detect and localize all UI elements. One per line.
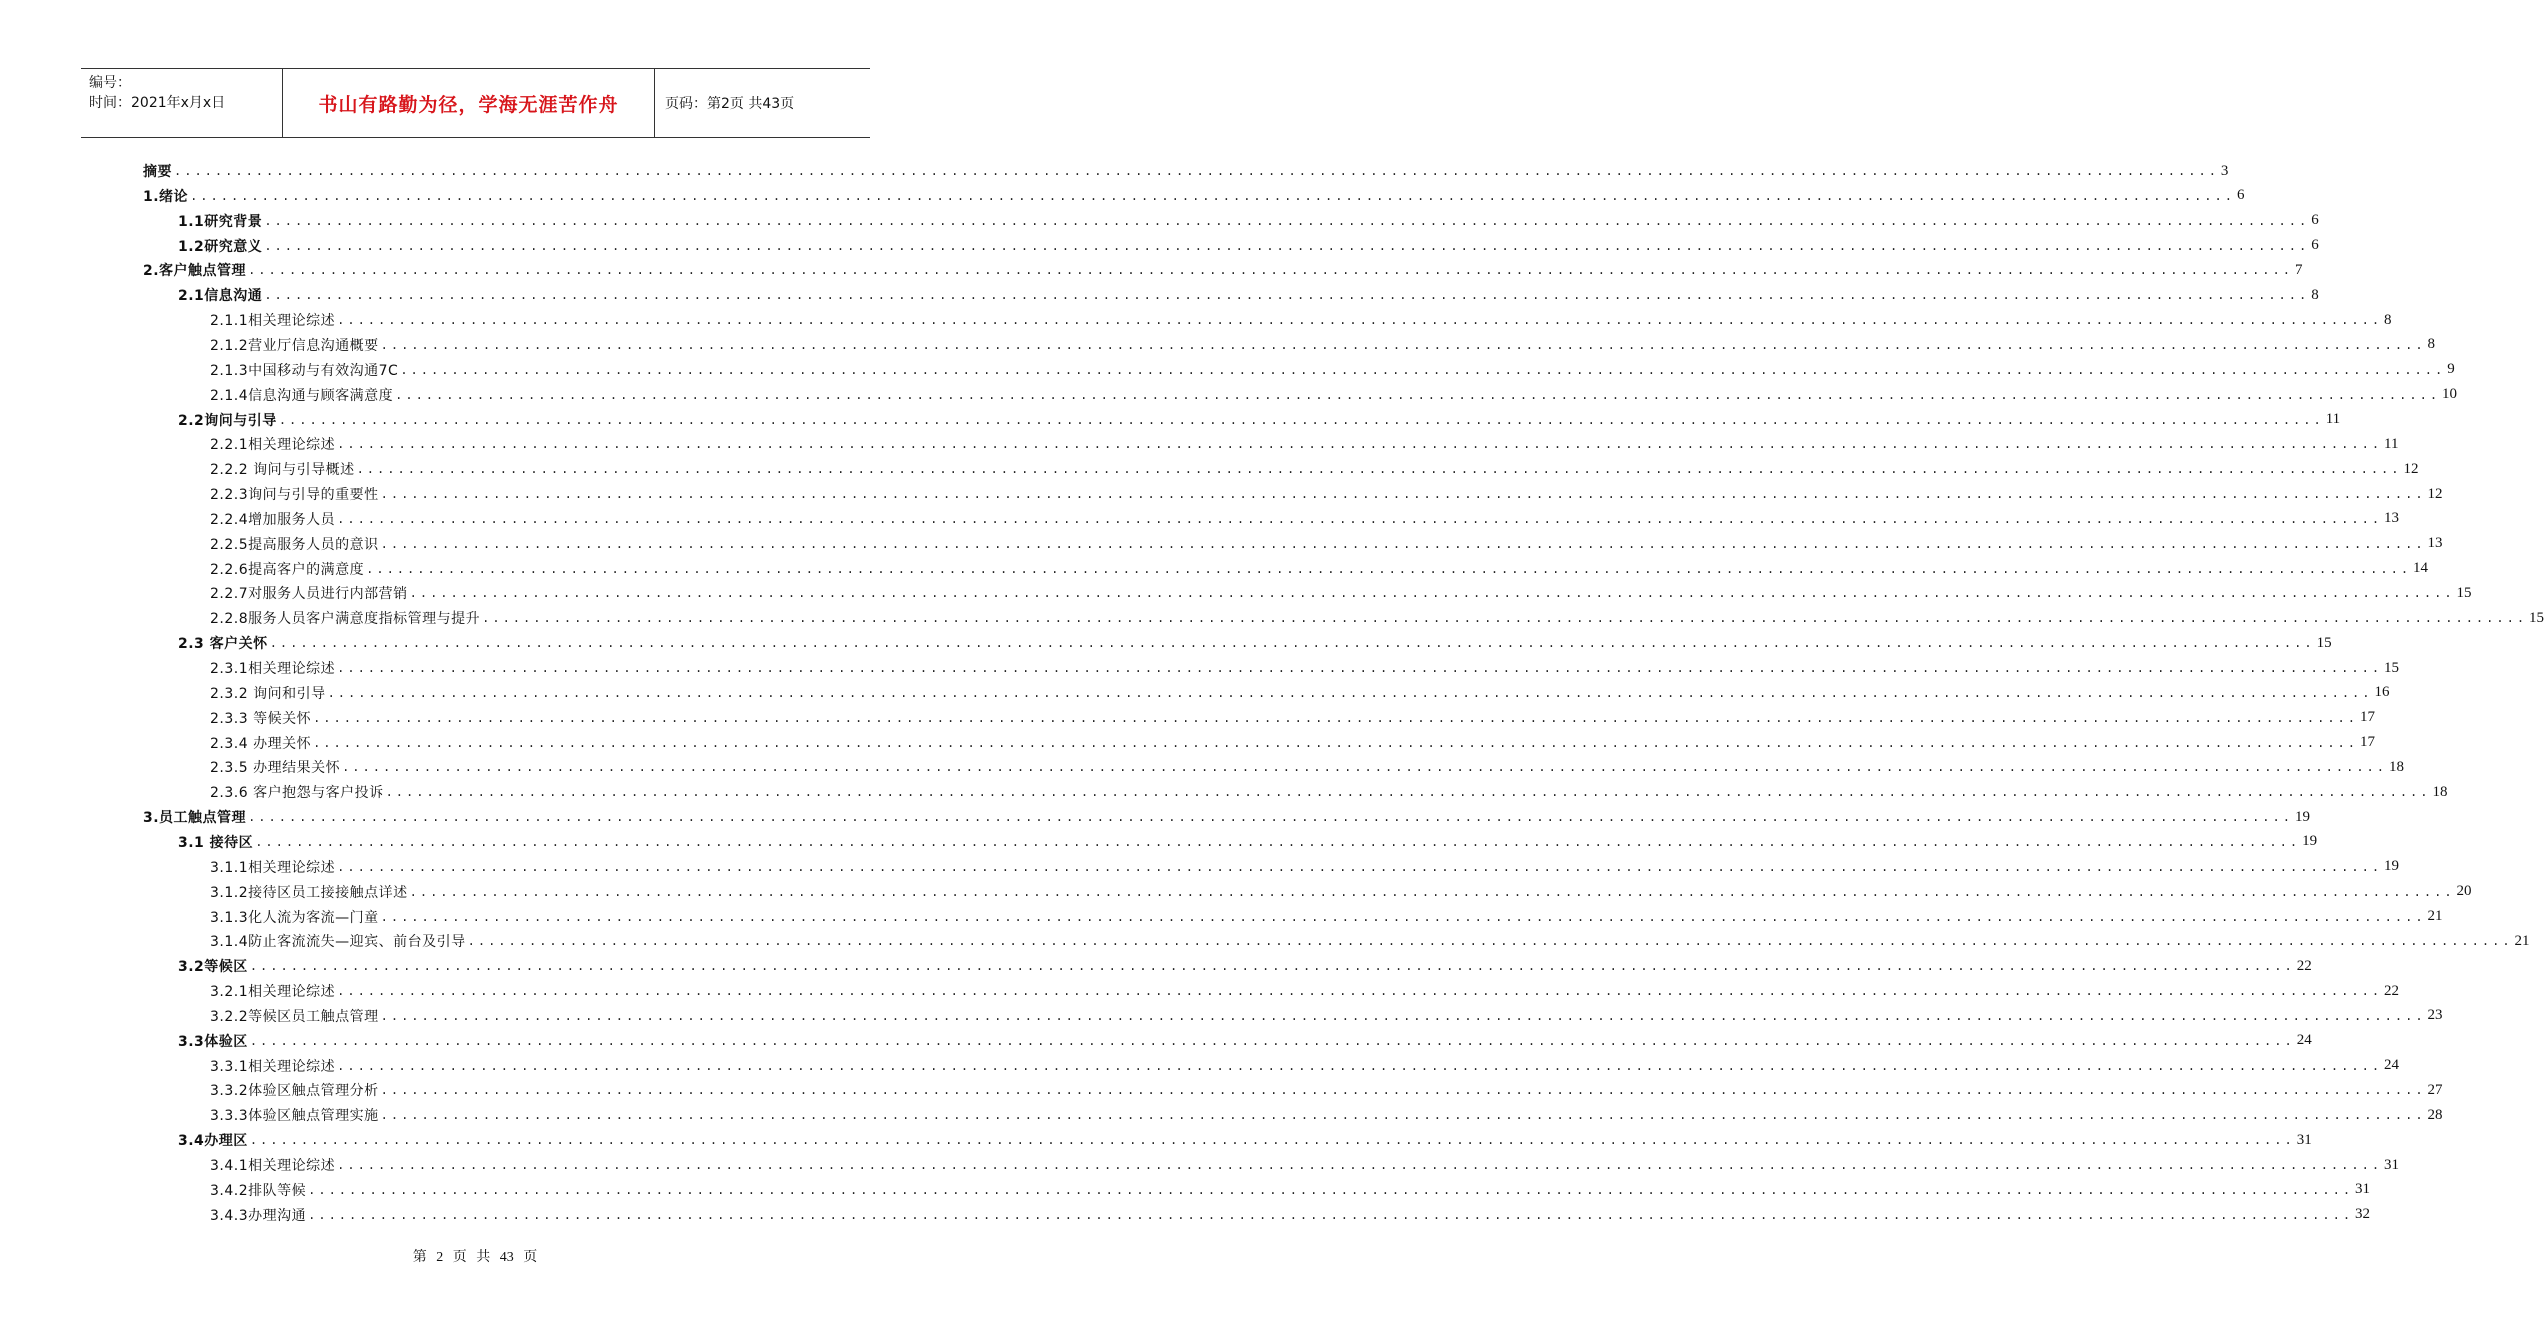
toc-dot-leader: ........................................................................................................................................................................................................ [313, 735, 2358, 750]
toc-entry-title: 2.2.7对服务人员进行内部营销 [210, 586, 408, 603]
toc-entry-page: 19 [2294, 808, 2310, 825]
toc-entry-page: 22 [2296, 957, 2312, 974]
toc-entry[interactable] [210, 979, 2400, 1003]
toc-entry-title: 1.2研究意义 [178, 238, 263, 255]
toc-entry-title: 2.2.4增加服务人员 [210, 511, 336, 528]
toc-entry[interactable] [210, 581, 2472, 605]
toc-dot-leader: ........................................................................................................................................................................................................ [337, 984, 2383, 999]
toc-entry[interactable] [210, 855, 2400, 879]
toc-entry[interactable] [210, 532, 2443, 556]
toc-dot-leader: ........................................................................................................................................................................................................ [409, 884, 2455, 899]
toc-entry-page: 20 [2456, 883, 2472, 900]
toc-entry[interactable] [210, 1004, 2443, 1028]
toc-entry-title: 1.1研究背景 [178, 213, 263, 230]
toc-dot-leader: ........................................................................................................................................................................................................ [278, 412, 2324, 427]
toc-entry-page: 31 [2384, 1156, 2400, 1173]
toc-dot-leader: ........................................................................................................................................................................................................ [337, 313, 2383, 328]
toc-entry[interactable] [178, 954, 2312, 978]
toc-entry[interactable] [210, 308, 2392, 332]
toc-entry[interactable] [143, 805, 2310, 829]
toc-dot-leader: ........................................................................................................................................................................................................ [308, 1182, 2354, 1197]
toc-dot-leader: ........................................................................................................................................................................................................ [269, 636, 2315, 651]
toc-entry[interactable] [143, 184, 2245, 208]
toc-entry-page: 18 [2389, 758, 2404, 775]
toc-entry-page: 17 [2360, 734, 2375, 751]
toc-entry-title: 2.2.5提高服务人员的意识 [210, 536, 379, 553]
toc-entry-page: 18 [2432, 783, 2448, 800]
toc-entry-title: 2.2.3询问与引导的重要性 [210, 487, 379, 504]
toc-entry-title: 2.2.2 询问与引导概述 [210, 462, 355, 479]
header-meta [81, 69, 283, 137]
toc-entry[interactable] [210, 681, 2390, 705]
page-info: 页码：第2页 共43页 [665, 96, 795, 112]
toc-entry-title: 3.1.4防止客流流失—迎宾、前台及引导 [210, 934, 466, 951]
toc-entry-page: 13 [2427, 535, 2443, 552]
toc-entry[interactable] [143, 159, 2229, 183]
toc-entry[interactable] [210, 731, 2375, 755]
motto: 书山有路勤为径，学海无涯苦作舟 [318, 93, 619, 116]
toc-dot-leader: ........................................................................................................................................................................................................ [467, 934, 2513, 949]
toc-entry[interactable] [210, 880, 2472, 904]
toc-entry[interactable] [210, 905, 2443, 929]
toc-entry-title: 3.2等候区 [178, 959, 248, 976]
toc-dot-leader: ........................................................................................................................................................................................................ [255, 834, 2301, 849]
toc-entry-title: 2.2.6提高客户的满意度 [210, 561, 365, 578]
toc-entry[interactable] [210, 656, 2400, 680]
toc-entry[interactable] [143, 258, 2303, 282]
toc-entry-page: 24 [2384, 1057, 2400, 1074]
toc-entry-title: 3.4办理区 [178, 1133, 248, 1150]
toc-entry-page: 11 [2325, 411, 2341, 427]
toc-entry[interactable] [210, 1103, 2443, 1127]
header-motto-cell [283, 69, 655, 137]
toc-dot-leader: ........................................................................................................................................................................................................ [400, 362, 2446, 377]
toc-entry[interactable] [210, 706, 2375, 730]
toc-entry-page: 3 [2220, 162, 2229, 179]
toc-dot-leader: ........................................................................................................................................................................................................ [337, 1058, 2383, 1073]
toc-entry-page: 8 [2384, 311, 2392, 328]
toc-entry[interactable] [210, 1178, 2371, 1202]
toc-dot-leader: ........................................................................................................................................................................................................ [337, 1158, 2383, 1172]
toc-entry-title: 2.1.4信息沟通与顾客满意度 [210, 387, 394, 404]
toc-dot-leader: ........................................................................................................................................................................................................ [380, 487, 2426, 502]
toc-entry[interactable] [210, 929, 2530, 953]
toc-entry[interactable] [210, 557, 2429, 581]
toc-entry-page: 15 [2529, 609, 2544, 626]
toc-dot-leader: ........................................................................................................................................................................................................ [249, 1033, 2295, 1048]
toc-entry[interactable] [178, 1029, 2312, 1053]
toc-entry-title: 2.3.2 询问和引导 [210, 685, 326, 702]
toc-entry-title: 2.1.1相关理论综述 [210, 313, 336, 330]
toc-dot-leader: ........................................................................................................................................................................................................ [337, 437, 2383, 452]
toc-entry-page: 12 [2427, 485, 2443, 502]
toc-entry-page: 19 [2302, 833, 2318, 850]
toc-dot-leader: ........................................................................................................................................................................................................ [380, 536, 2426, 551]
toc-dot-leader: ........................................................................................................................................................................................................ [174, 164, 2219, 178]
toc-entry-page: 21 [2427, 908, 2443, 924]
toc-entry-title: 1.绪论 [143, 188, 189, 205]
toc-entry-title: 摘要 [143, 164, 172, 180]
toc-entry[interactable] [210, 457, 2419, 481]
toc-entry-title: 2.3 客户关怀 [178, 636, 268, 653]
toc-entry[interactable] [210, 606, 2544, 630]
toc-dot-leader: ........................................................................................................................................................................................................ [356, 462, 2402, 477]
toc-dot-leader: ........................................................................................................................................................................................................ [249, 1133, 2295, 1148]
toc-entry-title: 3.1.1相关理论综述 [210, 859, 336, 876]
toc-entry-title: 3.4.2排队等候 [210, 1182, 307, 1199]
toc-entry-title: 2.3.3 等候关怀 [210, 710, 312, 727]
toc-entry-title: 2.2询问与引导 [178, 412, 277, 429]
toc-entry[interactable] [210, 432, 2399, 456]
toc-entry-page: 22 [2384, 982, 2400, 999]
header-page-info [655, 69, 870, 137]
toc-dot-leader: ........................................................................................................................................................................................................ [366, 561, 2412, 576]
toc-dot-leader: ........................................................................................................................................................................................................ [380, 1108, 2426, 1123]
toc-entry-page: 19 [2384, 858, 2400, 875]
toc-dot-leader: ........................................................................................................................................................................................................ [385, 785, 2431, 800]
toc-entry-page: 15 [2456, 584, 2472, 601]
toc-entry-title: 3.1.3化人流为客流—门童 [210, 909, 379, 926]
toc-entry[interactable] [210, 333, 2436, 357]
toc-dot-leader: ........................................................................................................................................................................................................ [409, 586, 2455, 601]
toc-entry-title: 3.1.2接待区员工接接触点详述 [210, 884, 408, 901]
toc-entry-title: 2.3.5 办理结果关怀 [210, 760, 341, 777]
toc-entry-title: 2.1信息沟通 [178, 288, 263, 305]
toc-dot-leader: ........................................................................................................................................................................................................ [249, 959, 2295, 974]
toc-entry[interactable] [210, 383, 2458, 407]
toc-entry[interactable] [178, 408, 2341, 432]
toc-entry[interactable] [178, 631, 2332, 655]
toc-entry-page: 8 [2427, 336, 2436, 353]
toc-entry-title: 2.3.4 办理关怀 [210, 735, 312, 752]
toc-entry[interactable] [178, 234, 2319, 258]
toc-entry-page: 27 [2427, 1081, 2443, 1098]
toc-entry[interactable] [178, 209, 2319, 233]
toc-entry-page: 15 [2384, 659, 2400, 676]
toc-entry-page: 13 [2384, 510, 2400, 527]
toc-dot-leader: ........................................................................................................................................................................................................ [342, 760, 2387, 775]
toc-dot-leader: ........................................................................................................................................................................................................ [327, 685, 2373, 700]
toc-dot-leader: ........................................................................................................................................................................................................ [264, 213, 2310, 228]
toc-dot-leader: ........................................................................................................................................................................................................ [308, 1207, 2354, 1222]
toc-entry-title: 2.3.1相关理论综述 [210, 661, 336, 677]
toc-entry-page: 10 [2442, 386, 2458, 403]
toc-dot-leader: ........................................................................................................................................................................................................ [337, 511, 2383, 526]
toc-entry[interactable] [210, 1203, 2371, 1227]
toc-entry[interactable] [210, 755, 2404, 779]
toc-entry-page: 6 [2311, 212, 2319, 229]
toc-entry-page: 31 [2355, 1181, 2371, 1198]
serial-label: 编号： [89, 75, 131, 91]
toc-entry-page: 21 [2514, 932, 2530, 949]
toc-dot-leader: ........................................................................................................................................................................................................ [482, 611, 2528, 626]
toc-dot-leader: ........................................................................................................................................................................................................ [190, 188, 2235, 203]
toc-entry-page: 16 [2374, 684, 2390, 701]
toc-entry-title: 2.3.6 客户抱怨与客户投诉 [210, 785, 384, 802]
toc-dot-leader: ........................................................................................................................................................................................................ [380, 1083, 2426, 1098]
toc-entry-title: 3.1 接待区 [178, 834, 254, 851]
toc-entry-page: 32 [2355, 1206, 2371, 1223]
toc-entry-page: 12 [2403, 460, 2419, 477]
toc-entry-page: 8 [2311, 286, 2319, 303]
toc-entry[interactable] [210, 507, 2400, 531]
toc-entry[interactable] [210, 780, 2448, 804]
toc-dot-leader: ........................................................................................................................................................................................................ [264, 238, 2310, 253]
toc-dot-leader: ........................................................................................................................................................................................................ [337, 661, 2383, 675]
toc-dot-leader: ........................................................................................................................................................................................................ [380, 337, 2426, 352]
toc-entry-page: 17 [2360, 709, 2375, 726]
toc-entry-title: 3.4.1相关理论综述 [210, 1158, 336, 1174]
toc-entry-page: 14 [2413, 560, 2429, 577]
toc-entry[interactable] [210, 482, 2443, 506]
toc-entry-page: 15 [2316, 634, 2332, 651]
toc-entry[interactable] [210, 1054, 2400, 1078]
page-header [81, 68, 870, 138]
toc-dot-leader: ........................................................................................................................................................................................................ [380, 909, 2426, 924]
toc-entry[interactable] [178, 1128, 2312, 1152]
toc-dot-leader: ........................................................................................................................................................................................................ [248, 263, 2293, 278]
toc-entry-title: 3.3.2体验区触点管理分析 [210, 1083, 379, 1100]
toc-dot-leader: ........................................................................................................................................................................................................ [248, 810, 2293, 825]
toc-entry[interactable] [178, 830, 2318, 854]
toc-entry-page: 24 [2296, 1032, 2312, 1049]
toc-entry-page: 9 [2447, 361, 2455, 378]
toc-dot-leader: ........................................................................................................................................................................................................ [380, 1008, 2426, 1023]
toc-entry-title: 2.1.3中国移动与有效沟通7C [210, 362, 399, 379]
toc-entry[interactable] [178, 283, 2319, 307]
toc-entry-page: 6 [2311, 237, 2319, 254]
toc-entry-title: 3.4.3办理沟通 [210, 1207, 307, 1224]
toc-entry-title: 3.3.1相关理论综述 [210, 1058, 336, 1075]
toc-entry-title: 3.2.1相关理论综述 [210, 984, 336, 1001]
toc-dot-leader: ........................................................................................................................................................................................................ [313, 710, 2358, 725]
toc-entry-title: 3.3.3体验区触点管理实施 [210, 1108, 379, 1125]
toc-entry-title: 2.2.1相关理论综述 [210, 437, 336, 454]
toc-entry-page: 31 [2296, 1131, 2312, 1148]
time-label: 时间：2021年x月x日 [89, 95, 226, 111]
toc-entry[interactable] [210, 1153, 2400, 1177]
toc-entry-title: 3.员工触点管理 [143, 810, 247, 827]
toc-entry-title: 3.2.2等候区员工触点管理 [210, 1008, 379, 1025]
toc-entry[interactable] [210, 1078, 2443, 1102]
toc-entry-title: 2.客户触点管理 [143, 263, 247, 280]
toc-entry-page: 23 [2427, 1007, 2443, 1024]
toc-entry-title: 2.2.8服务人员客户满意度指标管理与提升 [210, 611, 481, 628]
toc-entry-title: 2.1.2营业厅信息沟通概要 [210, 337, 379, 354]
toc-entry-title: 3.3体验区 [178, 1033, 248, 1050]
toc-entry-page: 7 [2294, 261, 2303, 278]
toc-entry[interactable] [210, 358, 2455, 382]
toc-dot-leader: ........................................................................................................................................................................................................ [395, 387, 2441, 402]
toc-entry-page: 28 [2427, 1106, 2443, 1123]
page-footer: 第 2 页 共 43 页 [412, 1250, 538, 1265]
toc-entry-page: 6 [2236, 187, 2245, 204]
toc-dot-leader: ........................................................................................................................................................................................................ [337, 859, 2383, 874]
toc-dot-leader: ........................................................................................................................................................................................................ [264, 288, 2310, 303]
toc-entry-page: 11 [2384, 435, 2399, 452]
